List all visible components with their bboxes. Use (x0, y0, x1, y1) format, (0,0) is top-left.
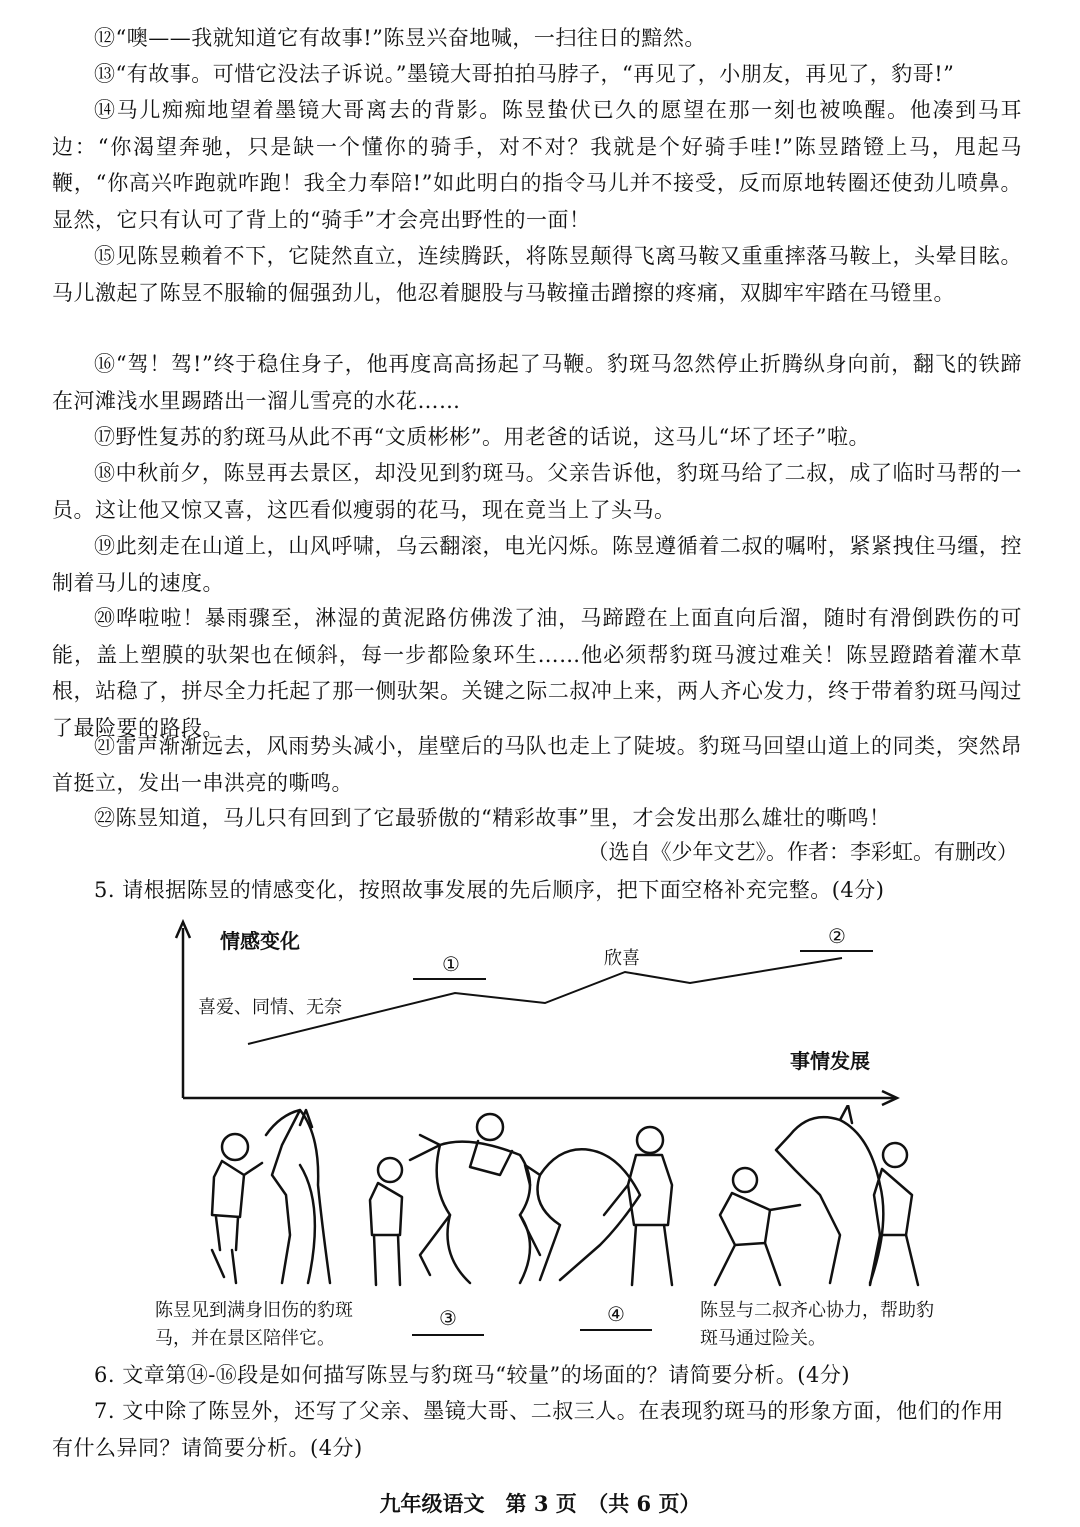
paragraph-21: ㉑雷声渐渐远去，风雨势头减小，崖壁后的马队也走上了陡坡。豹斑马回望山道上的同类，突然昂首挺立，发出一串洪亮的嘶鸣。 (52, 734, 1022, 795)
blank-2-number: ② (828, 924, 846, 948)
source-citation: （选自《少年文艺》。作者：李彩虹。有删改） (587, 840, 1018, 864)
blank-3-number: ③ (439, 1306, 457, 1330)
paragraph-17: ⑰野性复苏的豹斑马从此不再“文质彬彬”。用老爸的话说，这马儿“坏了坯子”啦。 (94, 425, 870, 449)
paragraph-13: ⑬“有故事。可惜它没法子诉说。”墨镜大哥拍拍马脖子，“再见了，小朋友，再见了，豹哥!” (94, 62, 955, 86)
caption-1: 陈昱见到满身旧伤的豹斑马，并在景区陪伴它。 (155, 1300, 353, 1349)
paragraph-15: ⑮见陈昱赖着不下，它陡然直立，连续腾跃，将陈昱颠得飞离马鞍又重重摔落马鞍上，头晕目眩。马儿激起了陈昱不服输的倔强劲儿，他忍着腿股与马鞍撞击蹭擦的疼痛，双脚牢牢踏在马镫里。 (52, 244, 1022, 305)
illustration-strip (0, 1105, 1080, 1305)
paragraph-14: ⑭马儿痴痴地望着墨镜大哥离去的背影。陈昱蛰伏已久的愿望在那一刻也被唤醒。他凑到马耳边：“你渴望奔驰，只是缺一个懂你的骑手，对不对？我就是个好骑手哇!”陈昱踏镫上马，甩起马鞭，“你高兴咋跑就咋跑！我全力奉陪!”如此明白的指令马儿并不接受，反而原地转圈还使劲儿喷鼻。显然，它只有认可了背上的“骑手”才会亮出野性的一面！ (52, 98, 1022, 232)
label-mid: 欣喜 (604, 948, 640, 969)
paragraph-19: ⑲此刻走在山道上，山风呼啸，乌云翻滚，电光闪烁。陈昱遵循着二叔的嘱咐，紧紧拽住马缰，控制着马儿的速度。 (52, 534, 1022, 595)
question-7: 7. 文中除了陈昱外，还写了父亲、墨镜大哥、二叔三人。在表现豹斑马的形象方面，他们的作用有什么异同？请简要分析。(4分) (52, 1399, 1004, 1460)
paragraph-20: ⑳哗啦啦！暴雨骤至，淋湿的黄泥路仿佛泼了油，马蹄蹬在上面直向后溜，随时有滑倒跌伤的可能，盖上塑膜的驮架也在倾斜，每一步都险象环生……他必须帮豹斑马渡过难关！陈昱蹬踏着灌木草根，站稳了，拼尽全力托起了那一侧驮架。关键之际二叔冲上来，两人齐心发力，终于带着豹斑马闯过了最险要的路段。 (52, 606, 1022, 740)
scene-rider-on-rearing-horse (370, 1114, 540, 1285)
y-axis-title: 情感变化 (220, 929, 300, 953)
question-5: 5. 请根据陈昱的情感变化，按照故事发展的先后顺序，把下面空格补充完整。(4分) (94, 878, 885, 902)
scene-two-men-helping-horse (715, 1105, 918, 1285)
paragraph-12: ⑫“噢——我就知道它有故事!”陈昱兴奋地喊，一扫往日的黯然。 (94, 26, 706, 50)
page-footer: 九年级语文 第 3 页 （共 6 页） (379, 1491, 701, 1516)
blank-4-number: ④ (607, 1302, 625, 1326)
label-start: 喜爱、同情、无奈 (198, 997, 342, 1018)
y-axis-arrow (176, 922, 190, 938)
blank-1-number: ① (442, 952, 460, 976)
x-axis-arrow (882, 1091, 897, 1105)
paragraph-22: ㉒陈昱知道，马儿只有回到了它最骄傲的“精彩故事”里，才会发出那么雄壮的嘶鸣！ (94, 806, 891, 830)
caption-4: 陈昱与二叔齐心协力，帮助豹斑马通过险关。 (700, 1300, 934, 1349)
scene-man-leading-horse (525, 1127, 672, 1285)
question-6: 6. 文章第⑭-⑯段是如何描写陈昱与豹斑马“较量”的场面的？请简要分析。(4分) (94, 1363, 851, 1387)
paragraph-18: ⑱中秋前夕，陈昱再去景区，却没见到豹斑马。父亲告诉他，豹斑马给了二叔，成了临时马帮的一员。这让他又惊又喜，这匹看似瘦弱的花马，现在竟当上了头马。 (52, 461, 1022, 522)
scene-boy-with-horse (212, 1110, 330, 1283)
paragraph-16: ⑯“驾！驾!”终于稳住身子，他再度高高扬起了马鞭。豹斑马忽然停止折腾纵身向前，翻飞的铁蹄在河滩浅水里踢踏出一溜儿雪亮的水花…… (52, 352, 1022, 413)
x-axis-title: 事情发展 (790, 1049, 870, 1073)
